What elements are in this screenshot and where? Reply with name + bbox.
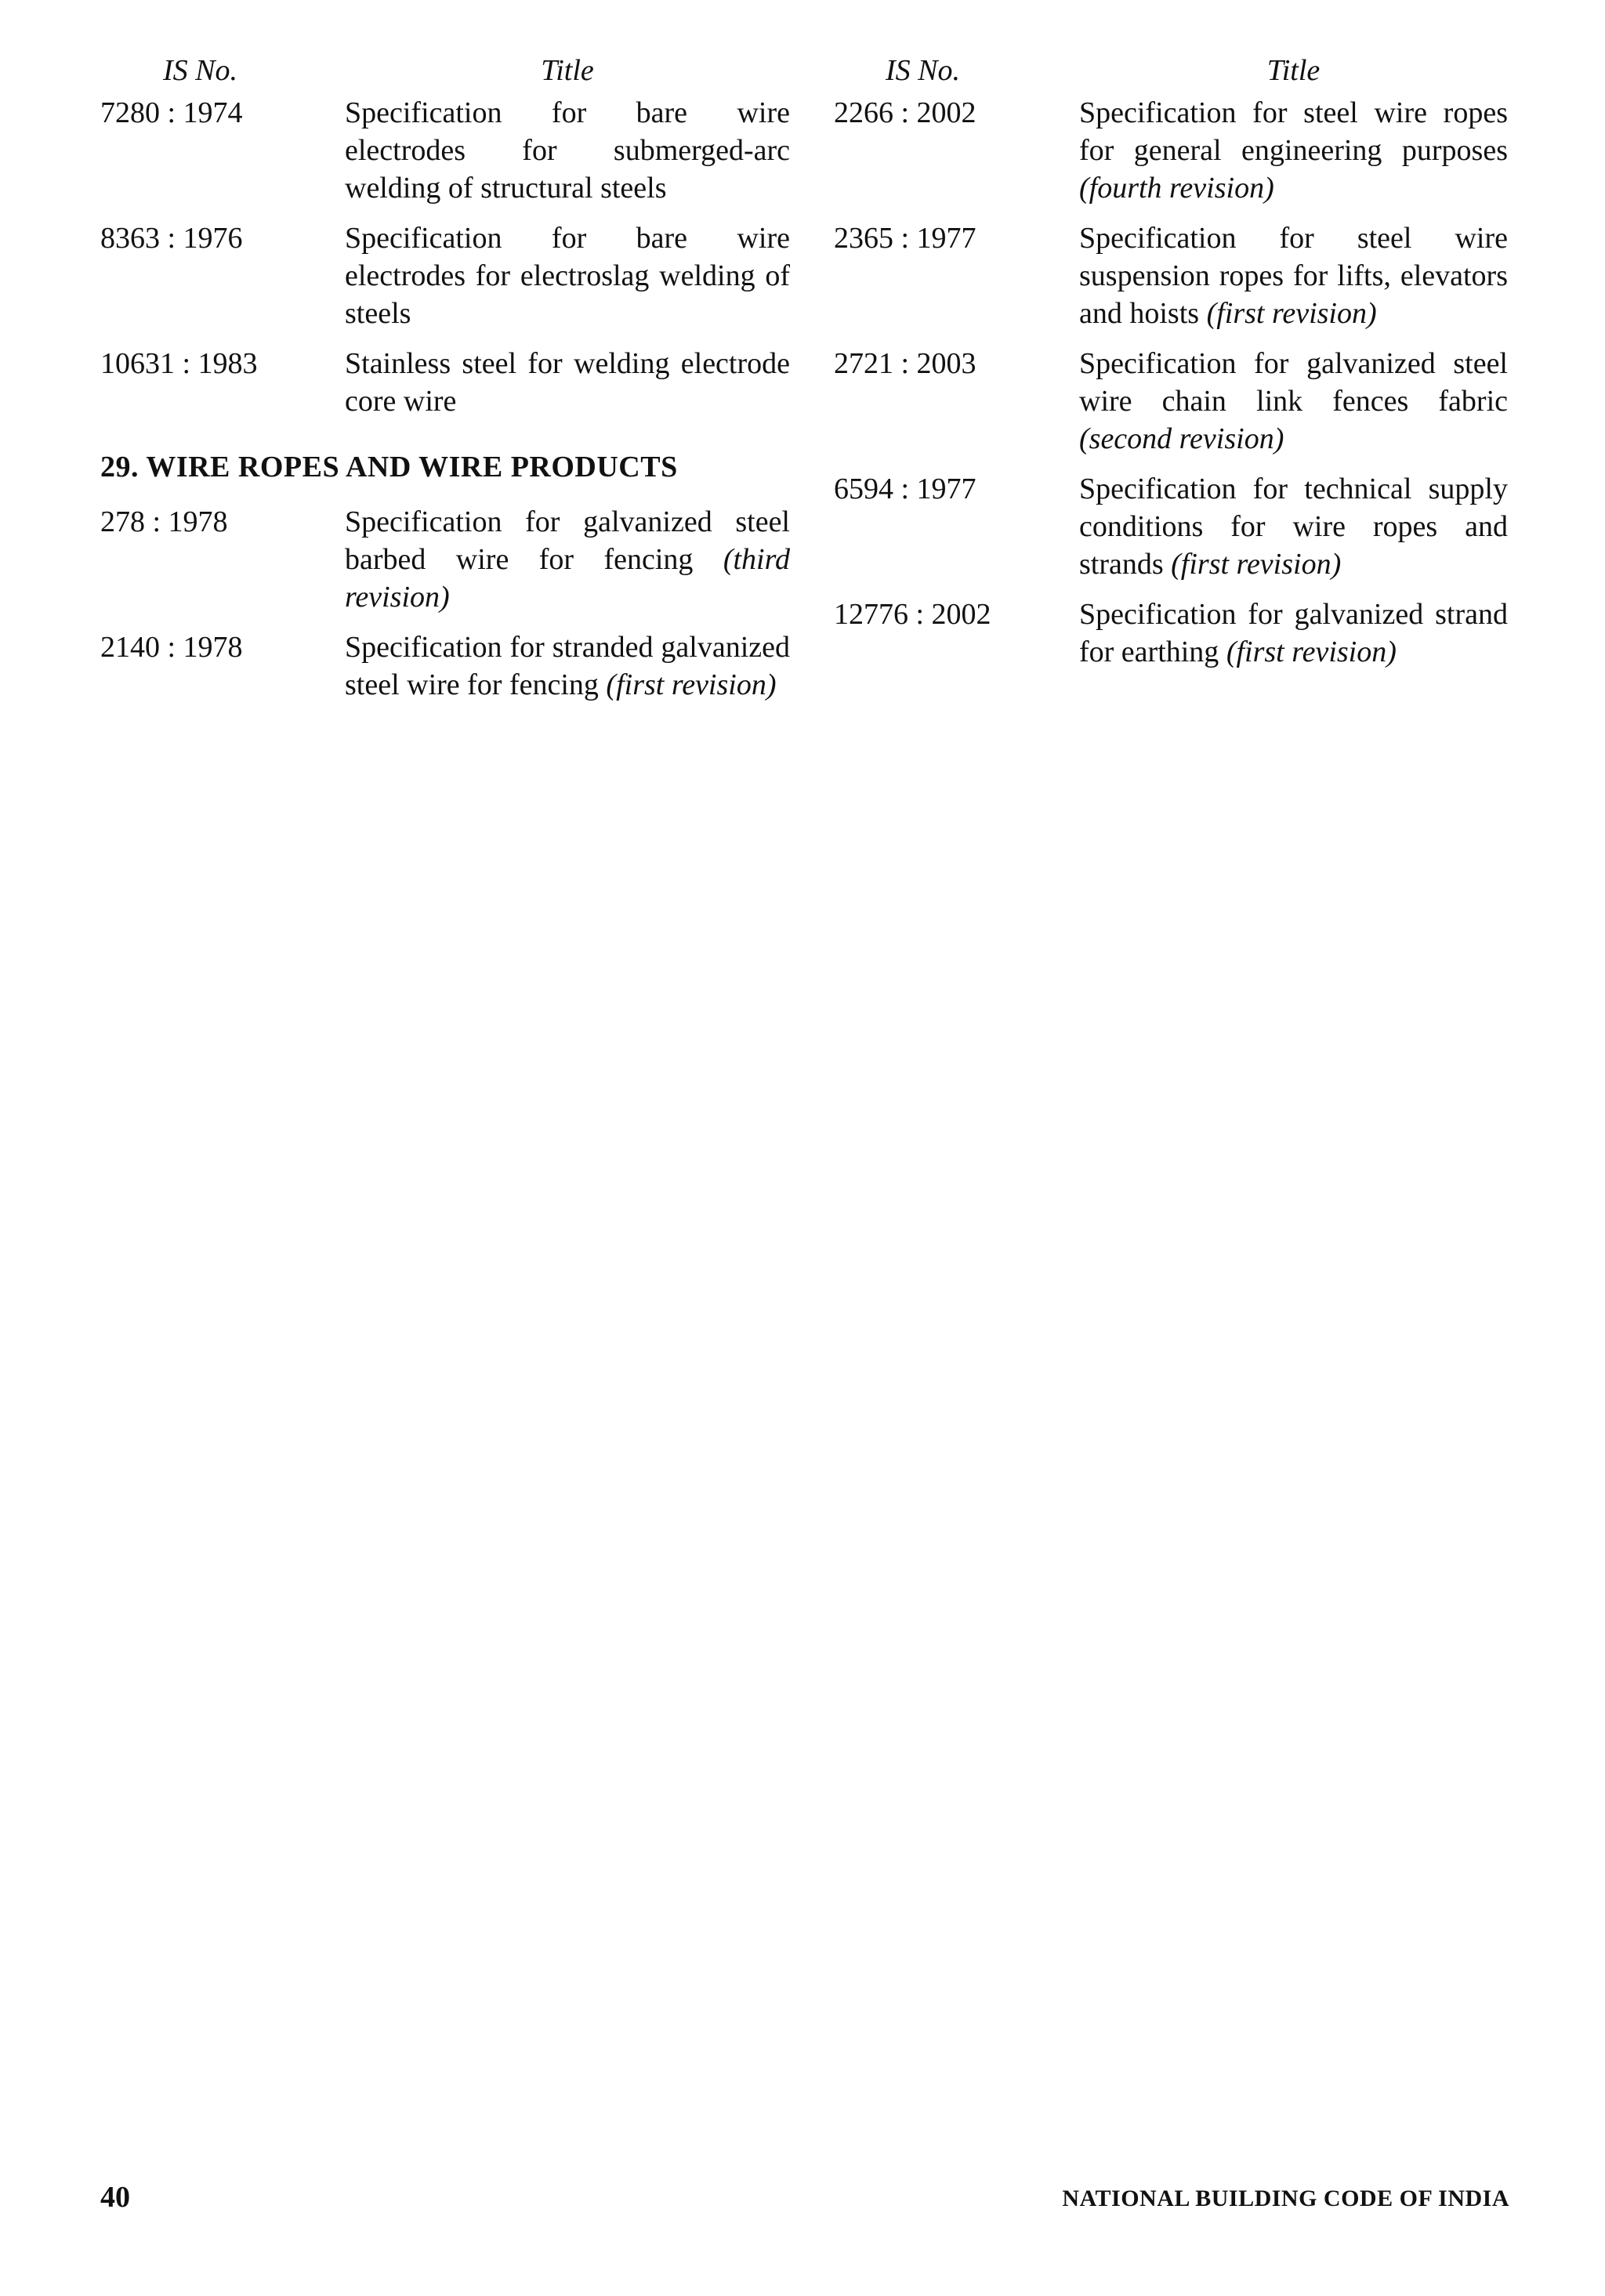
- is-number: 7280 : 1974: [100, 96, 243, 129]
- title-text: Specification for bare wire electrodes for submerged-arc welding of structural steels: [345, 96, 790, 205]
- revision-note: (first revision): [606, 668, 777, 701]
- is-no-header: IS No.: [163, 54, 237, 87]
- title-header: Title: [1266, 54, 1321, 87]
- title-text: Specification for steel wire suspension ropes for lifts, elevators and hoists: [1079, 222, 1508, 330]
- standard-title: [345, 628, 790, 704]
- revision-note: (second revision): [1079, 422, 1284, 455]
- title-text: Stainless steel for welding electrode core wire: [345, 347, 790, 418]
- title-text: Specification for galvanized steel barbed wire for fencing: [345, 505, 790, 576]
- standard-entry-10631: [100, 345, 790, 420]
- is-number: 2365 : 1977: [834, 222, 976, 255]
- title-header: Title: [541, 54, 594, 87]
- title-text: Specification for bare wire electrodes for electroslag welding of steels: [345, 222, 790, 330]
- is-number: 2266 : 2002: [834, 96, 976, 129]
- standard-entry-8363: [100, 219, 790, 332]
- title-text: Specification for steel wire ropes for general engineering purposes: [1079, 96, 1508, 167]
- title-text: Specification for technical supply conditions for wire ropes and strands: [1079, 473, 1508, 581]
- revision-note: (first revision): [1226, 636, 1397, 668]
- revision-note: (first revision): [1171, 548, 1342, 581]
- standard-entry-12776: [834, 596, 1508, 671]
- is-number: 8363 : 1976: [100, 222, 243, 255]
- title-text: Specification for galvanized steel wire chain link fences fabric: [1079, 347, 1508, 418]
- page-number: 40: [100, 2181, 130, 2214]
- is-number: 2721 : 2003: [834, 347, 976, 380]
- right-table-header: [834, 52, 1508, 89]
- standard-entry-2365: [834, 219, 1508, 332]
- right-column: [834, 52, 1508, 683]
- is-number: 278 : 1978: [100, 505, 228, 538]
- revision-note: (fourth revision): [1079, 172, 1274, 205]
- standard-entry-2140: [100, 628, 790, 704]
- standard-entry-278: [100, 503, 790, 616]
- standard-entry-6594: [834, 470, 1508, 583]
- left-column: [100, 52, 790, 716]
- standard-title: [345, 503, 790, 616]
- standard-title: [1079, 94, 1508, 207]
- is-number: 10631 : 1983: [100, 347, 258, 380]
- section-heading: 29. WIRE ROPES AND WIRE PRODUCTS: [100, 451, 678, 483]
- is-number: 12776 : 2002: [834, 598, 991, 631]
- revision-note: (third revision): [345, 543, 790, 614]
- standard-title: [345, 94, 790, 207]
- title-text: Specification for stranded galvanized steel wire for fencing: [345, 631, 790, 701]
- standard-title: [1079, 470, 1508, 583]
- standard-title: [1079, 219, 1508, 332]
- standard-entry-7280: [100, 94, 790, 207]
- standard-title: [345, 345, 790, 420]
- is-number: 2140 : 1978: [100, 631, 243, 664]
- left-table-header: [100, 52, 790, 89]
- standard-entry-2721: [834, 345, 1508, 458]
- revision-note: (first revision): [1206, 297, 1377, 330]
- standard-title: [1079, 596, 1508, 671]
- standard-title: [345, 219, 790, 332]
- publication-name: NATIONAL BUILDING CODE OF INDIA: [1062, 2186, 1509, 2211]
- standard-entry-2266: [834, 94, 1508, 207]
- is-no-header: IS No.: [886, 54, 960, 87]
- is-number: 6594 : 1977: [834, 473, 976, 505]
- standard-title: [1079, 345, 1508, 458]
- title-text: Specification for galvanized strand for earthing: [1079, 598, 1508, 668]
